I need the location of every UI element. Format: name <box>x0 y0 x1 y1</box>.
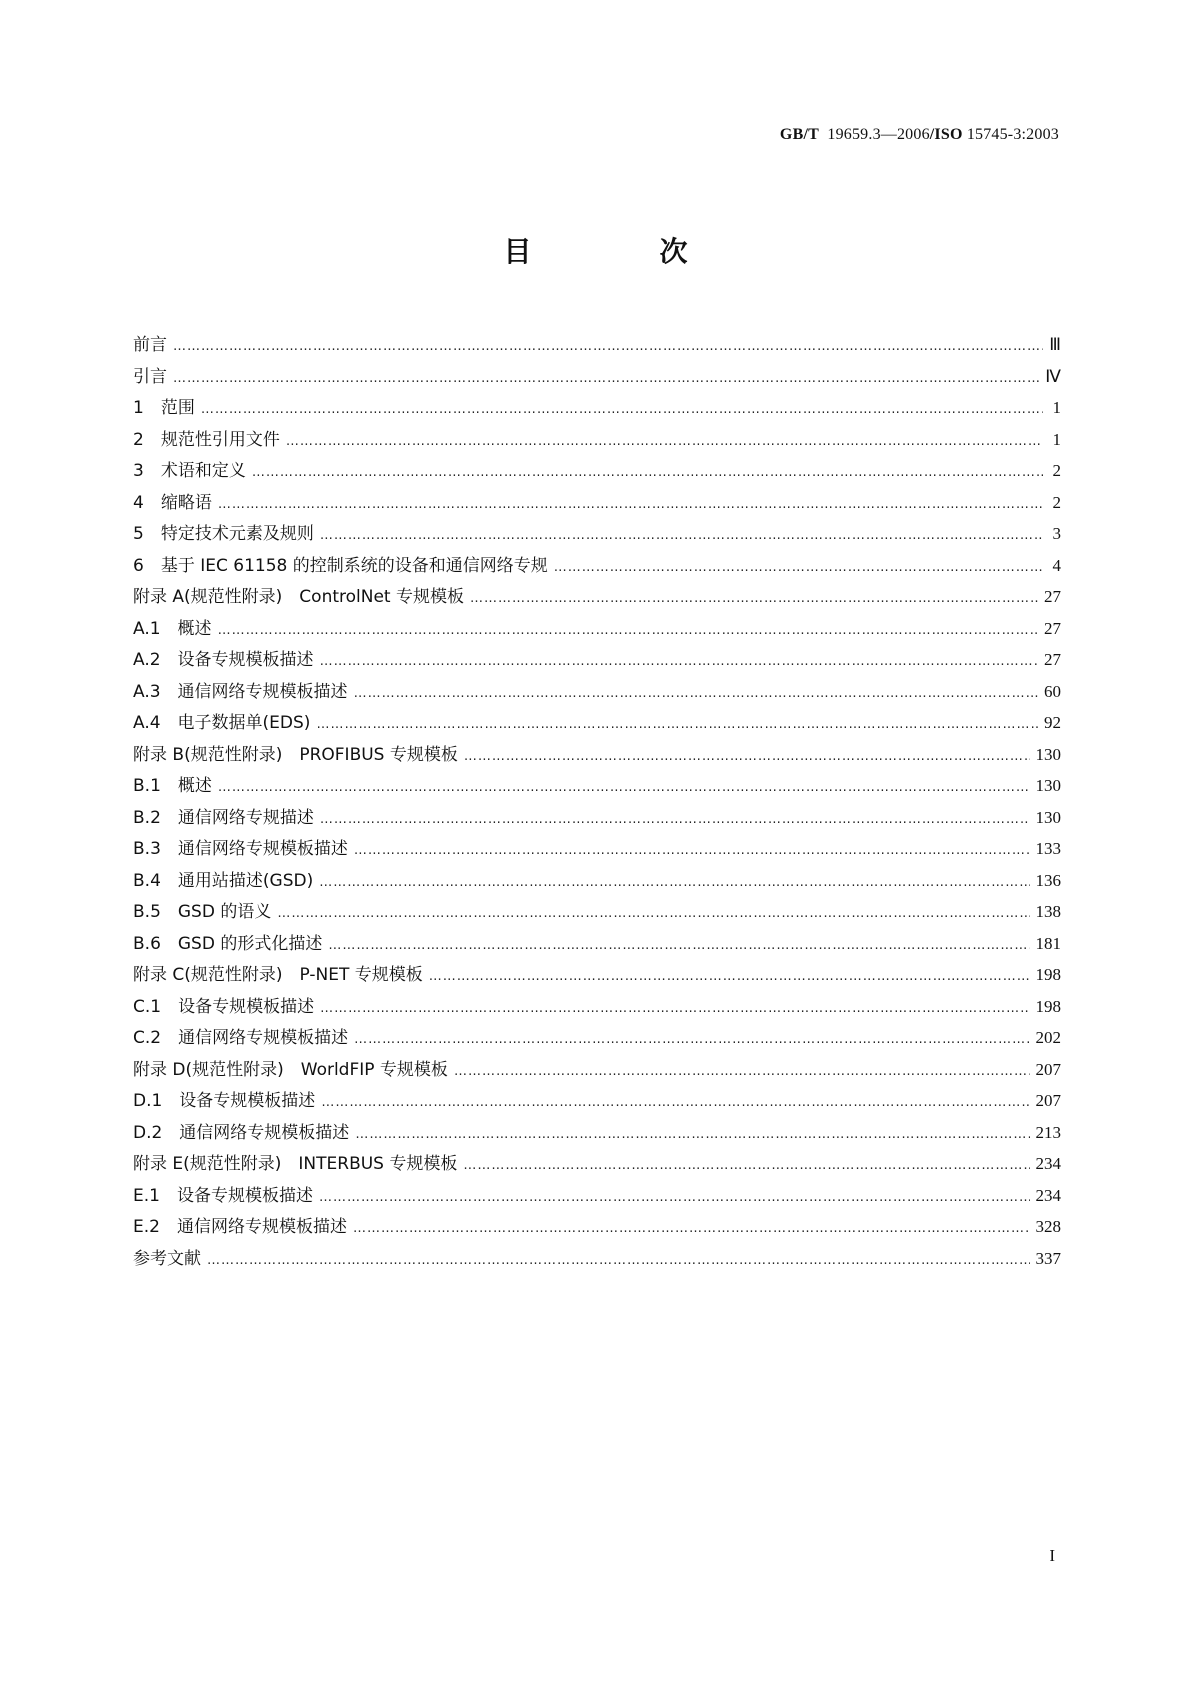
toc-entry[interactable] <box>133 362 1061 394</box>
toc-entry-page: 1 <box>1052 398 1061 417</box>
toc-entry[interactable] <box>133 551 1061 583</box>
toc-entry[interactable] <box>133 1055 1061 1087</box>
toc-entry-label: 附录 B(规范性附录) PROFIBUS 专规模板 <box>133 744 458 765</box>
toc-entry[interactable] <box>133 960 1061 992</box>
toc-leader-dots <box>328 938 1029 953</box>
toc-leader-dots <box>286 434 1043 449</box>
toc-entry-page: 27 <box>1044 650 1061 669</box>
toc-entry-label: 附录 A(规范性附录) ControlNet 专规模板 <box>133 587 464 607</box>
toc-leader-dots <box>321 1095 1029 1110</box>
toc-entry-label: A.1 概述 <box>133 618 212 639</box>
toc-leader-dots <box>173 339 1043 354</box>
toc-entry-page: 328 <box>1035 1217 1061 1236</box>
toc-entry[interactable] <box>133 677 1061 709</box>
toc-entry[interactable] <box>133 614 1061 646</box>
toc-entry-label: 引言 <box>133 366 167 387</box>
toc-leader-dots <box>463 1158 1029 1173</box>
toc-entry-label: 1 范围 <box>133 398 195 418</box>
toc-entry-page: 130 <box>1035 776 1061 795</box>
table-of-contents <box>133 330 1061 1275</box>
toc-entry-page: 27 <box>1044 618 1061 638</box>
toc-leader-dots <box>252 465 1043 480</box>
toc-entry[interactable] <box>133 929 1061 961</box>
toc-entry-label: A.3 通信网络专规模板描述 <box>133 681 348 702</box>
toc-entry-label: B.2 通信网络专规描述 <box>133 807 314 828</box>
toc-entry-page: 3 <box>1052 524 1061 543</box>
page-number: I <box>1049 1546 1055 1565</box>
toc-entry-page: 136 <box>1035 870 1061 890</box>
toc-entry-page: 207 <box>1035 1059 1061 1079</box>
toc-entry-page: 198 <box>1035 965 1061 984</box>
toc-leader-dots <box>454 1064 1030 1079</box>
toc-entry-label: E.1 设备专规模板描述 <box>133 1185 313 1206</box>
toc-entry[interactable] <box>133 393 1061 425</box>
toc-entry-label: B.5 GSD 的语义 <box>133 902 272 922</box>
toc-entry-page: 130 <box>1035 744 1061 764</box>
toc-entry[interactable] <box>133 1086 1061 1118</box>
toc-leader-dots <box>464 749 1030 764</box>
toc-entry[interactable] <box>133 866 1061 898</box>
toc-entry-label: B.6 GSD 的形式化描述 <box>133 933 323 954</box>
toc-leader-dots <box>201 402 1043 417</box>
toc-entry-page: 2 <box>1052 492 1061 512</box>
toc-entry[interactable] <box>133 1149 1061 1181</box>
toc-entry-page: 234 <box>1035 1154 1061 1173</box>
toc-leader-dots <box>354 686 1038 701</box>
toc-entry-page: Ⅲ <box>1049 335 1061 354</box>
iso-prefix: /ISO <box>929 126 963 143</box>
toc-entry-label: E.2 通信网络专规模板描述 <box>133 1217 347 1237</box>
toc-entry-page: 138 <box>1035 902 1061 921</box>
toc-entry[interactable] <box>133 456 1061 488</box>
toc-leader-dots <box>354 843 1030 858</box>
std-prefix: GB/T <box>779 126 819 143</box>
toc-leader-dots <box>173 371 1039 386</box>
toc-entry-label: 附录 C(规范性附录) P-NET 专规模板 <box>133 965 423 985</box>
toc-leader-dots <box>554 560 1043 575</box>
toc-entry-label: 4 缩略语 <box>133 492 212 513</box>
toc-entry-label: D.2 通信网络专规模板描述 <box>133 1122 350 1143</box>
toc-entry[interactable] <box>133 834 1061 866</box>
toc-leader-dots <box>316 717 1038 732</box>
standard-header <box>780 126 1059 144</box>
toc-entry-label: 3 术语和定义 <box>133 461 246 481</box>
toc-entry[interactable] <box>133 1023 1061 1055</box>
toc-entry-label: 前言 <box>133 335 167 355</box>
toc-entry-page: 2 <box>1052 461 1061 480</box>
toc-leader-dots <box>355 1127 1029 1142</box>
toc-entry[interactable] <box>133 1212 1061 1244</box>
page-title: 目 次 <box>503 235 738 268</box>
toc-leader-dots <box>320 528 1043 543</box>
toc-entry[interactable] <box>133 330 1061 362</box>
toc-entry[interactable] <box>133 1118 1061 1150</box>
toc-leader-dots <box>470 591 1038 606</box>
toc-entry-label: C.2 通信网络专规模板描述 <box>133 1028 349 1048</box>
toc-entry[interactable] <box>133 488 1061 520</box>
toc-leader-dots <box>429 969 1030 984</box>
toc-entry[interactable] <box>133 803 1061 835</box>
toc-entry[interactable] <box>133 1244 1061 1276</box>
toc-entry[interactable] <box>133 708 1061 740</box>
toc-entry-label: A.4 电子数据单(EDS) <box>133 713 311 733</box>
toc-entry[interactable] <box>133 519 1061 551</box>
toc-entry-page: 181 <box>1035 933 1061 953</box>
toc-entry-page: Ⅳ <box>1045 366 1061 386</box>
toc-entry[interactable] <box>133 897 1061 929</box>
toc-leader-dots <box>319 875 1029 890</box>
toc-entry-label: B.1 概述 <box>133 776 212 796</box>
toc-entry-page: 92 <box>1044 713 1061 732</box>
toc-entry-page: 213 <box>1035 1122 1061 1142</box>
toc-entry-label: 附录 D(规范性附录) WorldFIP 专规模板 <box>133 1059 448 1080</box>
toc-leader-dots <box>218 780 1030 795</box>
toc-entry-label: B.3 通信网络专规模板描述 <box>133 839 348 859</box>
toc-entry-label: 2 规范性引用文件 <box>133 429 280 450</box>
toc-entry-label: A.2 设备专规模板描述 <box>133 650 314 670</box>
toc-entry-page: 1 <box>1052 429 1061 449</box>
toc-leader-dots <box>320 1001 1029 1016</box>
toc-entry-label: 5 特定技术元素及规则 <box>133 524 314 544</box>
toc-leader-dots <box>353 1221 1030 1236</box>
toc-leader-dots <box>320 654 1038 669</box>
toc-entry[interactable] <box>133 1181 1061 1213</box>
toc-entry-page: 27 <box>1044 587 1061 606</box>
toc-entry-page: 207 <box>1035 1091 1061 1110</box>
toc-leader-dots <box>218 623 1038 638</box>
toc-entry[interactable] <box>133 740 1061 772</box>
toc-entry-label: D.1 设备专规模板描述 <box>133 1091 316 1111</box>
toc-entry[interactable] <box>133 645 1061 677</box>
toc-entry[interactable] <box>133 771 1061 803</box>
toc-entry-label: C.1 设备专规模板描述 <box>133 996 315 1017</box>
toc-entry-page: 130 <box>1035 807 1061 827</box>
toc-entry-page: 198 <box>1035 996 1061 1016</box>
toc-entry-label: 附录 E(规范性附录) INTERBUS 专规模板 <box>133 1154 458 1174</box>
toc-entry-page: 133 <box>1035 839 1061 858</box>
iso-number: 15745-3:2003 <box>966 126 1059 143</box>
toc-entry-page: 60 <box>1044 681 1061 701</box>
toc-leader-dots <box>277 906 1029 921</box>
toc-entry-page: 234 <box>1035 1185 1061 1205</box>
toc-entry-label: 6 基于 IEC 61158 的控制系统的设备和通信网络专规 <box>133 555 548 576</box>
toc-entry-label: B.4 通用站描述(GSD) <box>133 870 314 891</box>
toc-leader-dots <box>319 1190 1030 1205</box>
toc-entry[interactable] <box>133 992 1061 1024</box>
toc-leader-dots <box>218 497 1043 512</box>
toc-entry-page: 202 <box>1035 1028 1061 1047</box>
toc-entry-page: 337 <box>1035 1248 1061 1268</box>
toc-entry[interactable] <box>133 425 1061 457</box>
toc-entry-page: 4 <box>1052 555 1061 575</box>
toc-leader-dots <box>320 812 1030 827</box>
toc-leader-dots <box>207 1253 1030 1268</box>
std-number: 19659.3—2006 <box>827 126 930 143</box>
toc-entry-label: 参考文献 <box>133 1248 201 1269</box>
toc-leader-dots <box>354 1032 1029 1047</box>
toc-entry[interactable] <box>133 582 1061 614</box>
